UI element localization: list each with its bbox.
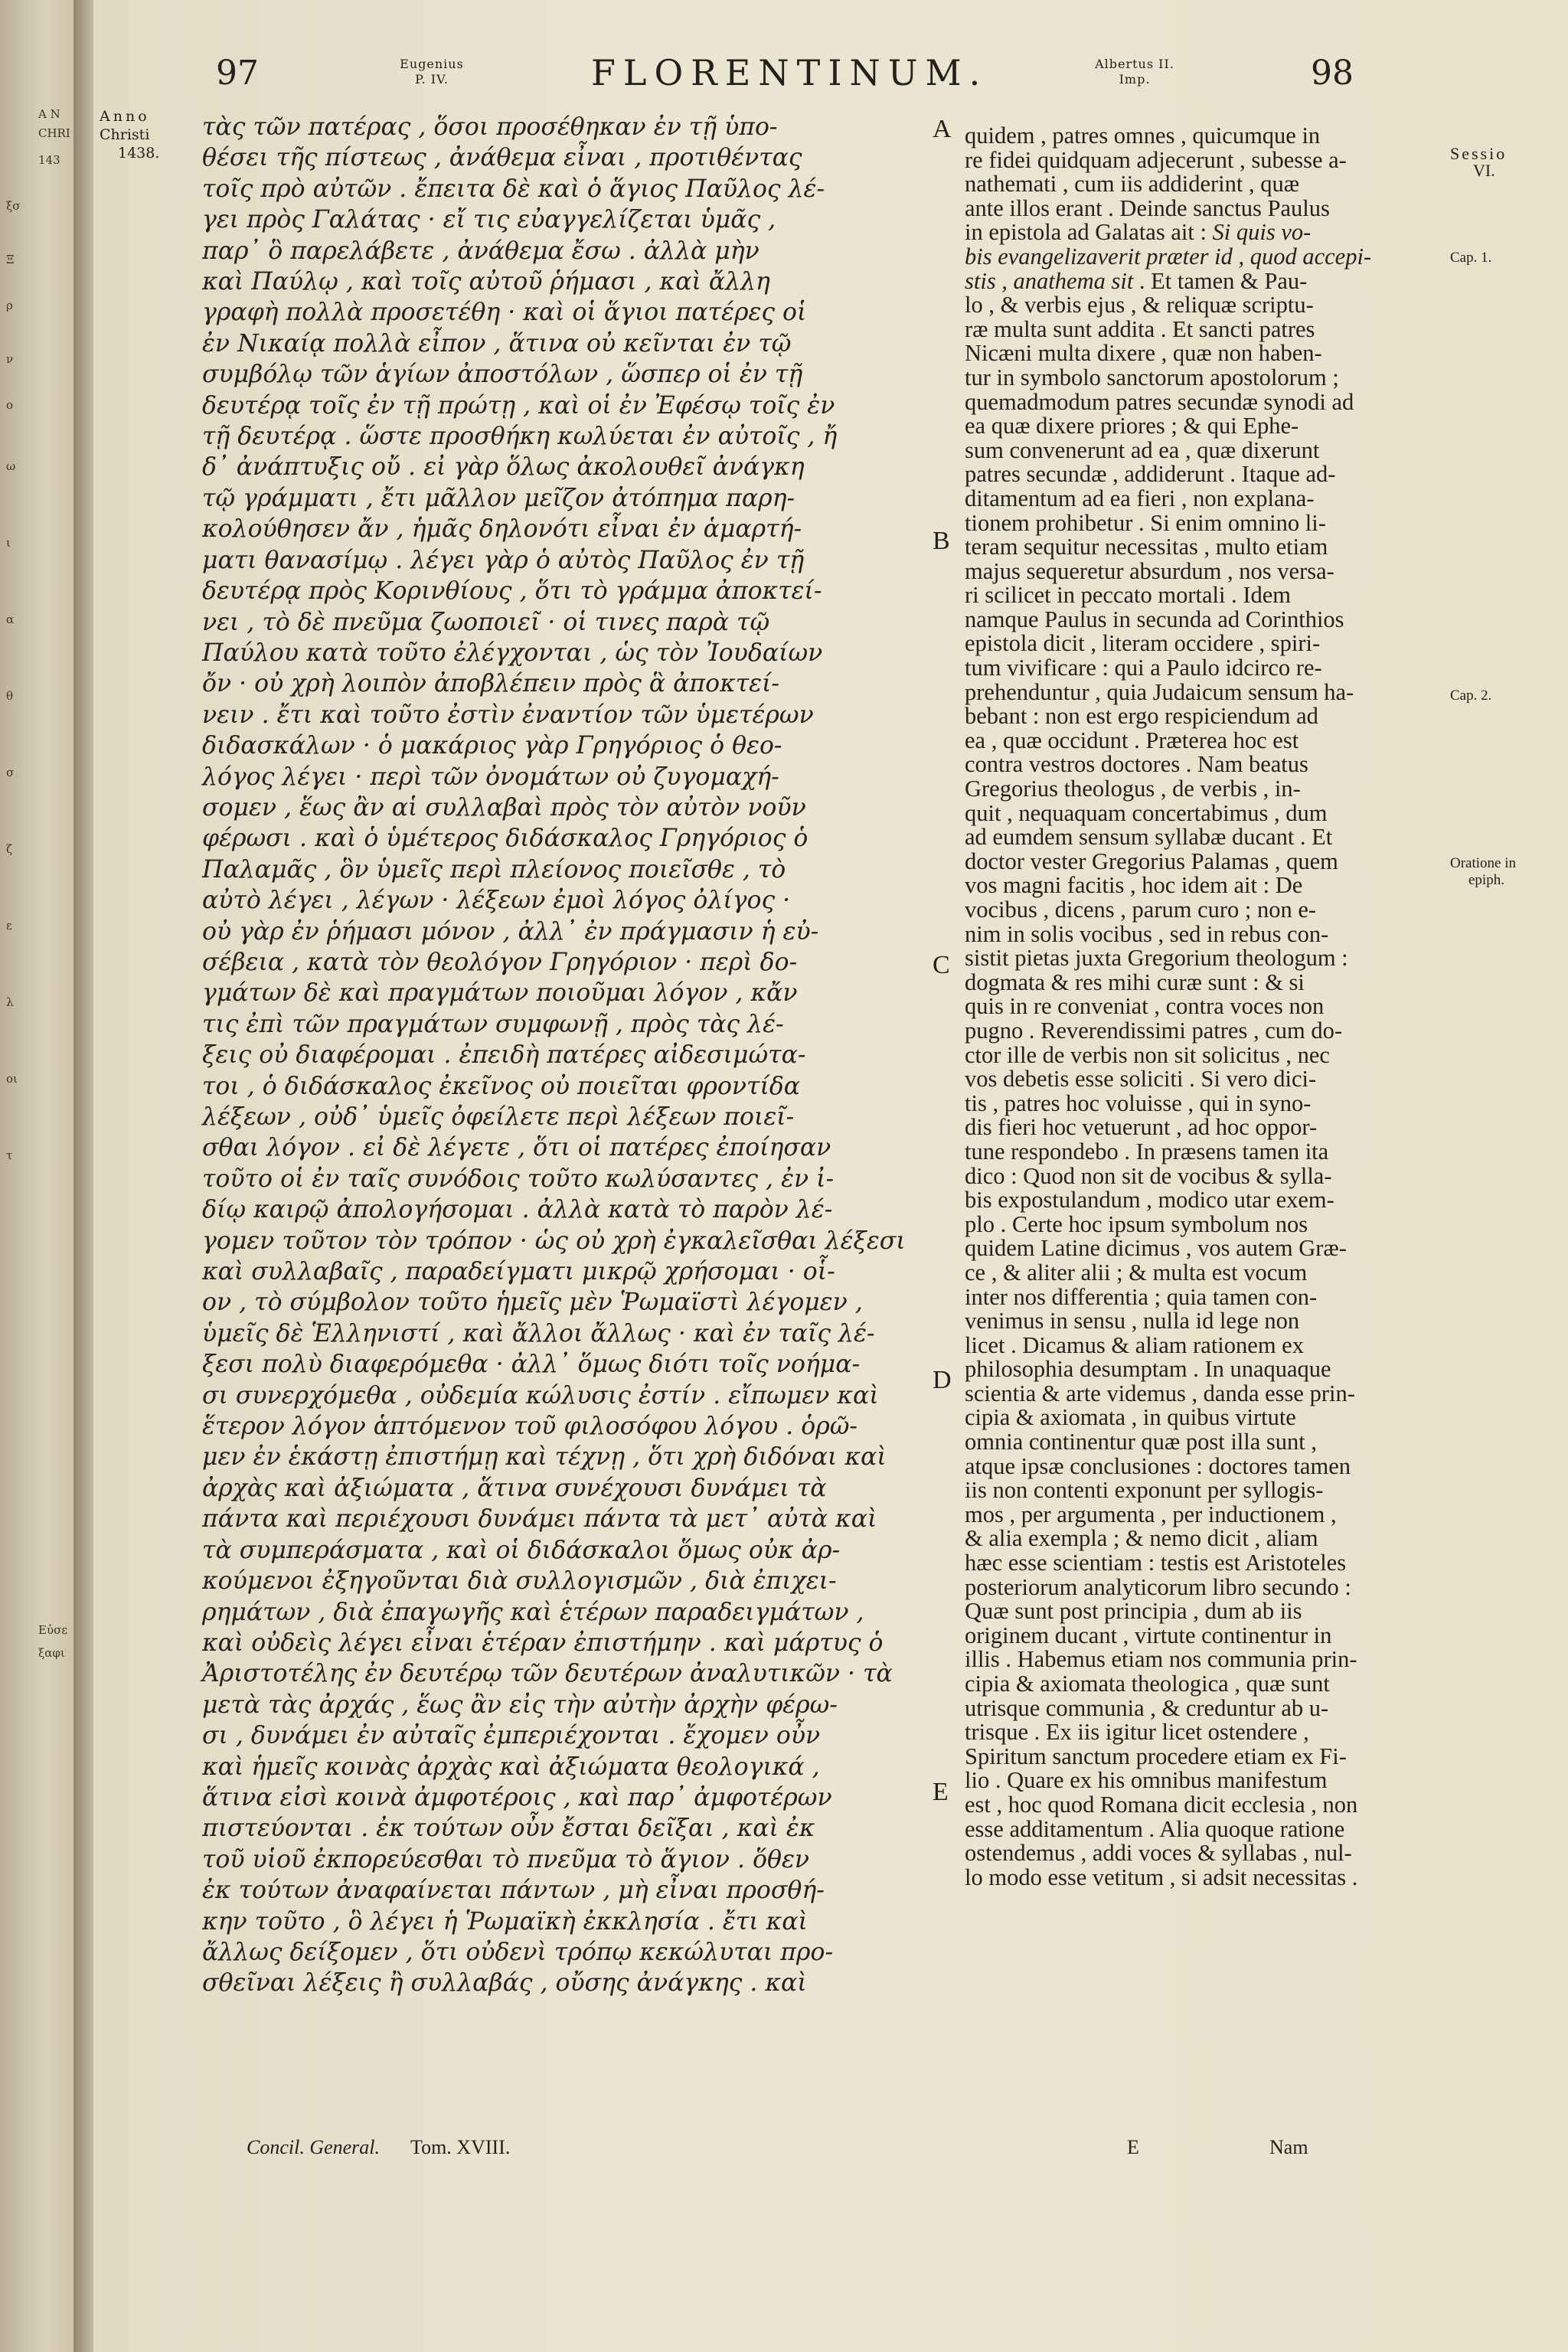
latin-roman-run: tis , patres hoc voluisse , qui in syno- [965, 1089, 1312, 1116]
greek-text-line: διδασκάλων · ὁ μακάριος γὰρ Γρηγόριος ὁ θεο- [202, 732, 782, 760]
book-page [93, 0, 1568, 2352]
greek-text-line: σι , δυνάμει ἐν αὐταῖς ἐμπεριέχονται . ἔχομεν οὖν [202, 1722, 821, 1750]
latin-roman-run: tionem prohibetur . Si enim omnino li- [965, 509, 1326, 536]
latin-text-line [965, 315, 1568, 342]
margin-year: 1438. [118, 145, 160, 162]
latin-text-line [965, 1866, 1568, 1890]
latin-text-line [965, 1309, 1568, 1334]
section-letter-e: E [933, 1778, 949, 1806]
greek-text-line: τοῖς πρὸ αὐτῶν . ἔπειτα δὲ καὶ ὁ ἅγιος Παῦλος λέ- [202, 175, 825, 203]
latin-text-line [965, 1769, 1568, 1793]
greek-text-line: καὶ ἡμεῖς κοινὰς ἀρχὰς καὶ ἀξιώματα θεολογικά , [202, 1753, 820, 1781]
greek-text-line: ὑμεῖς δὲ Ἑλληνιστί , καὶ ἄλλοι ἄλλως · καὶ ἐν ταῖς λέ- [202, 1319, 875, 1348]
latin-text-line [965, 656, 1568, 681]
margin-cap2: Cap. 2. [1450, 688, 1492, 704]
left-page-edge [0, 0, 74, 2352]
left-page-fragment: ξαφι [38, 1646, 65, 1660]
latin-roman-run: illis . Habemus etiam nos communia prin- [965, 1646, 1357, 1673]
latin-text-line [965, 777, 1568, 802]
latin-text-line [965, 341, 1568, 366]
latin-roman-run: iis non contenti exponunt per syllogis- [965, 1477, 1324, 1504]
left-page-fragment: ε [6, 919, 12, 933]
latin-text-line [965, 1841, 1568, 1866]
latin-roman-run: epistola dicit , literam occidere , spiri- [965, 630, 1321, 657]
latin-roman-run: & alia exempla ; & nemo dicit , aliam [965, 1525, 1318, 1552]
greek-text-line: οὐ γὰρ ἐν ῥήμασι μόνον , ἀλλ᾽ ἐν πράγμασιν ἡ εὐ- [202, 917, 819, 946]
latin-text-line [965, 1285, 1568, 1310]
left-page-fragment: Εὐσε [38, 1623, 68, 1637]
latin-roman-run: Quæ sunt post principia , dum ab iis [965, 1598, 1302, 1625]
latin-roman-run: omnia continentur quæ post illa sunt , [965, 1429, 1318, 1455]
greek-text-line: τις ἐπὶ τῶν πραγμάτων συμφωνῇ , πρὸς τὰς λέ- [202, 1010, 784, 1038]
greek-text-line: ξεσι πολὺ διαφερόμεθα · ἀλλ᾽ ὅμως διότι τοῖς νοήμα- [202, 1351, 861, 1379]
left-page-fragment: A N [38, 107, 60, 121]
latin-text-line [965, 172, 1568, 197]
latin-roman-run: re fidei quidquam adjecerunt , subesse a- [965, 146, 1347, 173]
latin-roman-run: posteriorum analyticorum libro secundo : [965, 1573, 1351, 1600]
latin-text-line [965, 1261, 1568, 1285]
greek-text-line: φέρωσι . καὶ ὁ ὑμέτερος διδάσκαλος Γρηγόριος ὁ [202, 825, 808, 853]
greek-text-line: συμβόλῳ τῶν ἁγίων ἀποστόλων , ὥσπερ οἱ ἐν τῇ [202, 361, 803, 389]
greek-text-line: τῷ γράμματι , ἔτι μᾶλλον μεῖζον ἀτόπημα παρη- [202, 484, 795, 512]
latin-roman-run: dis fieri hoc vetuerunt , ad hoc oppor- [965, 1114, 1318, 1141]
latin-text-line [965, 1162, 1568, 1189]
greek-text-line: καὶ οὐδεὶς λέγει εἶναι ἑτέραν ἐπιστήμην . καὶ μάρτυς ὁ [202, 1628, 884, 1657]
latin-roman-run: esse additamentum . Alia quoque ratione [965, 1815, 1345, 1842]
latin-roman-run: utrisque communia , & creduntur ab u- [965, 1694, 1329, 1721]
greek-text-line: ρημάτων , διὰ ἐπαγωγῆς καὶ ἑτέρων παραδειγμάτων , [202, 1598, 864, 1626]
latin-roman-run: scientia & arte videmus , danda esse prin- [965, 1380, 1355, 1406]
latin-text-line [965, 1694, 1568, 1721]
left-page-fragment: λ [6, 995, 14, 1009]
latin-roman-run: pugno . Reverendissimi patres , cum do- [965, 1017, 1342, 1044]
latin-text-line [965, 799, 1568, 826]
left-page-fragment: θ [6, 689, 14, 703]
latin-text-line [965, 1430, 1568, 1455]
greek-text-line: νειν . ἔτι καὶ τοῦτο ἐστὶν ἐναντίον τῶν ὑμετέρων [202, 701, 814, 729]
latin-roman-run: ad eumdem sensum syllabæ ducant . Et [965, 824, 1333, 851]
greek-text-line: θέσει τῆς πίστεως , ἀνάθεμα εἶναι , προτιθέντας [202, 144, 802, 172]
latin-roman-run: namque Paulus in secunda ad Corinthios [965, 606, 1344, 632]
latin-roman-run: ce , & aliter alii ; & multa est vocum [965, 1259, 1308, 1285]
running-head-emperor-title: Imp. [1119, 72, 1151, 87]
latin-text-line [965, 632, 1568, 656]
latin-text-line [965, 1210, 1568, 1237]
latin-roman-run: majus sequeretur absurdum , nos versa- [965, 557, 1334, 584]
section-letter-d: D [933, 1366, 952, 1394]
greek-text-line: σθαι λόγον . εἰ δὲ λέγετε , ὅτι οἱ πατέρες ἐποίησαν [202, 1134, 831, 1162]
latin-text-line [965, 511, 1568, 536]
latin-text-line [965, 583, 1568, 608]
book-gutter [74, 0, 93, 2352]
greek-text-line: τὰς τῶν πατέρας , ὅσοι προσέθηκαν ἐν τῇ ὑπο- [202, 113, 778, 141]
latin-roman-run: cipia & axiomata , in quibus virtute [965, 1404, 1296, 1431]
latin-roman-run: vocibus , dicens , parum curo ; non e- [965, 897, 1317, 923]
margin-christi: Christi [100, 126, 150, 143]
latin-italic-run: bis evangelizaverit præter id , quod accepi- [965, 243, 1372, 270]
latin-roman-run: licet . Dicamus & aliam rationem ex [965, 1331, 1304, 1358]
latin-text-line [965, 898, 1568, 923]
latin-text-line [965, 194, 1568, 221]
greek-text-line: ματι θανασίμῳ . λέγει γὰρ ὁ αὐτὸς Παῦλος ἐν τῇ [202, 546, 805, 574]
latin-text-line [965, 414, 1568, 439]
latin-roman-run: quidem , patres omnes , quicumque in [965, 122, 1321, 149]
latin-text-line [965, 557, 1568, 584]
latin-text-line [965, 487, 1568, 511]
margin-anno: Anno [100, 108, 150, 125]
latin-text-line [965, 1357, 1568, 1382]
running-head-pope-number: P. IV. [415, 72, 449, 87]
latin-italic-run: Si quis vo- [1212, 219, 1312, 246]
latin-text-line [965, 1406, 1568, 1430]
running-head-left [378, 57, 485, 87]
greek-text-line: καὶ συλλαβαῖς , παραδείγματι μικρῷ χρήσομαι · οἷ- [202, 1258, 835, 1286]
latin-roman-run: nathemati , cum iis addiderint , quæ [965, 171, 1300, 198]
latin-text-line [965, 1041, 1568, 1068]
left-page-fragment: οι [6, 1072, 18, 1086]
latin-roman-run: dico : Quod non sit de vocibus & sylla- [965, 1162, 1332, 1189]
latin-text-line [965, 1236, 1568, 1261]
latin-text-line [965, 1188, 1568, 1213]
left-page-fragment: ξσ [6, 199, 21, 213]
latin-roman-run: quidem Latine dicimus , vos autem Græ- [965, 1235, 1347, 1262]
greek-text-line: δίῳ καιρῷ ἀπολογήσομαι . ἀλλὰ κατὰ τὸ παρὸν λέ- [202, 1196, 833, 1224]
greek-text-line: ὄν · οὐ χρὴ λοιπὸν ἀποβλέπειν πρὸς ἃ ἀποκτεί- [202, 670, 780, 698]
latin-roman-run: bebant : non est ergo respiciendum ad [965, 703, 1318, 730]
greek-text-line: τοι , ὁ διδάσκαλος ἐκεῖνος οὐ ποιεῖται φροντίδα [202, 1072, 801, 1100]
section-letter-a: A [933, 115, 952, 143]
latin-text-line [965, 678, 1568, 705]
latin-roman-run: mos , per argumenta , per inductionem , [965, 1501, 1337, 1527]
page-number-left: 97 [216, 54, 259, 93]
latin-roman-run: vos debetis esse soliciti . Si vero dici- [965, 1066, 1317, 1093]
latin-roman-run: vos magni facitis , hoc idem ait : De [965, 872, 1303, 899]
latin-text-line [965, 245, 1568, 270]
latin-text-line [965, 1551, 1568, 1576]
running-head-pope: Eugenius [400, 57, 464, 71]
latin-text-line [965, 874, 1568, 898]
latin-text-line [965, 366, 1568, 390]
greek-text-line: ξεις οὐ διαφέρομαι . ἐπειδὴ πατέρες αἰδεσιμώτα- [202, 1041, 806, 1070]
latin-text-line [965, 704, 1568, 729]
running-head-right [1058, 57, 1211, 87]
greek-text-line: ἐκ τούτων ἀναφαίνεται πάντων , μὴ εἶναι προσθή- [202, 1877, 825, 1905]
left-page-fragment: CHRI [38, 126, 70, 140]
greek-text-line: δ᾽ ἀνάπτυξις οὔ . εἰ γὰρ ὅλως ἀκολουθεῖ ἀνάγκη [202, 453, 805, 482]
greek-text-line: Παύλου κατὰ τοῦτο ἐλέγχονται , ὡς τὸν Ἰουδαίων [202, 639, 823, 667]
greek-text-line: γραφὴ πολλὰ προσετέθη · καὶ οἱ ἅγιοι πατέρες οἱ [202, 299, 807, 327]
latin-roman-run: originem ducant , virtute continentur in [965, 1622, 1332, 1648]
latin-roman-run: Nicæni multa dixere , quæ non haben- [965, 340, 1322, 367]
latin-roman-run: venimus in sensu , nulla id lege non [965, 1308, 1300, 1334]
greek-text-line: ἀρχὰς καὶ ἀξιώματα , ἅτινα συνέχουσι δυνάμει τὰ [202, 1474, 827, 1502]
greek-text-line: τῇ δευτέρᾳ . ὥστε προσθήκη κωλύεται ἐν αὐτοῖς , ἤ [202, 423, 838, 451]
greek-text-line: λόγος λέγει · περὶ τῶν ὀνομάτων οὐ ζυγομαχή- [202, 763, 779, 791]
latin-roman-run: trisque . Ex iis igitur licet ostendere , [965, 1719, 1309, 1746]
greek-text-line: αὐτὸ λέγει , λέγων · λέξεων ἐμοὶ λόγος ὀλίγος · [202, 887, 791, 915]
left-page-fragment: τ [6, 1148, 13, 1162]
greek-column [202, 112, 906, 1999]
latin-text-line [965, 1503, 1568, 1527]
greek-text-line: καὶ Παύλῳ , καὶ τοῖς αὐτοῦ ῥήμασι , καὶ ἄλλη [202, 268, 770, 296]
greek-text-line: γομεν τοῦτον τὸν τρόπον · ὡς οὐ χρὴ ἐγκαλεῖσθαι λέξεσι [202, 1227, 906, 1255]
left-page-fragment: ο [6, 398, 14, 412]
latin-roman-run: ctor ille de verbis non sit solicitus , nec [965, 1041, 1330, 1068]
running-head-emperor: Albertus II. [1095, 57, 1174, 71]
latin-roman-run: ræ multa sunt addita . Et sancti patres [965, 315, 1315, 342]
latin-text-line [965, 1331, 1568, 1358]
latin-roman-run: nim in solis vocibus , sed in rebus con- [965, 920, 1329, 947]
greek-text-line: λέξεων , οὐδ᾽ ὑμεῖς ὀφείλετε περὶ λέξεων ποιεῖ- [202, 1103, 795, 1131]
latin-roman-run: hæc esse scientiam : testis est Aristoteles [965, 1550, 1347, 1576]
latin-text-line [965, 1745, 1568, 1769]
greek-text-line: ἄλλως δείξομεν , ὅτι οὐδενὶ τρόπῳ κεκώλυται προ- [202, 1938, 834, 1966]
greek-text-line: νει , τὸ δὲ πνεῦμα ζωοποιεῖ · οἱ τινες παρὰ τῷ [202, 608, 770, 636]
latin-text-line [965, 946, 1568, 971]
greek-text-line: σι συνερχόμεθα , οὐδεμία κώλυσις ἐστίν . εἴπωμεν καὶ [202, 1381, 879, 1410]
latin-roman-run: Gregorius theologus , de verbis , in- [965, 776, 1301, 802]
latin-text-line [965, 995, 1568, 1019]
latin-text-line [965, 535, 1568, 560]
latin-text-line [965, 1624, 1568, 1648]
latin-italic-run: stis , anathema sit [965, 267, 1134, 294]
latin-roman-run: est , hoc quod Romana dicit ecclesia , non [965, 1791, 1358, 1818]
greek-text-line: κολούθησεν ἄν , ἡμᾶς δηλονότι εἶναι ἐν ἁμαρτή- [202, 515, 802, 544]
left-page-fragment: Ξ [6, 253, 15, 266]
footer-catchword: Nam [1269, 2136, 1308, 2158]
latin-text-line [965, 608, 1568, 632]
latin-roman-run: philosophia desumptam . In unaquaque [965, 1356, 1331, 1383]
latin-text-line [965, 1140, 1568, 1165]
greek-text-line: γμάτων δὲ καὶ πραγμάτων ποιοῦμαι λόγον , κἄν [202, 979, 798, 1008]
latin-text-line [965, 1452, 1568, 1479]
latin-roman-run: contra vestros doctores . Nam beatus [965, 751, 1308, 778]
latin-text-line [965, 1793, 1568, 1818]
latin-roman-run: bis expostulandum , modico utar exem- [965, 1187, 1334, 1214]
greek-text-line: σθεῖναι λέξεις ἢ συλλαβάς , οὔσης ἀνάγκης . καὶ [202, 1969, 807, 1998]
greek-text-line: δευτέρᾳ τοῖς ἐν τῇ πρώτῃ , καὶ οἱ ἐν Ἐφέσῳ τοῖς ἐν [202, 391, 835, 420]
latin-text-line [965, 1573, 1568, 1600]
latin-text-line [965, 293, 1568, 318]
latin-text-line [965, 825, 1568, 850]
latin-roman-run: ea , quæ occidunt . Præterea hoc est [965, 727, 1299, 753]
latin-roman-run: ante illos erant . Deinde sanctus Paulus [965, 194, 1330, 221]
greek-text-line: κούμενοι ἐξηγοῦνται διὰ συλλογισμῶν , διὰ ἐπιχει- [202, 1567, 837, 1596]
greek-text-line: Παλαμᾶς , ὃν ὑμεῖς περὶ πλείονος ποιεῖσθε , τὸ [202, 855, 786, 884]
latin-text-line [965, 267, 1568, 294]
latin-roman-run: ri scilicet in peccato mortali . Idem [965, 582, 1291, 609]
latin-text-line [965, 753, 1568, 777]
greek-text-line: ἐν Νικαίᾳ πολλὰ εἶπον , ἅτινα οὐ κεῖνται ἐν τῷ [202, 329, 792, 358]
greek-text-line: πάντα καὶ περιέχουσι δυνάμει πάντα τὰ μετ᾽ αὐτὰ καὶ [202, 1505, 877, 1534]
latin-text-line [965, 1478, 1568, 1503]
latin-roman-run: patres secundæ , addiderunt . Itaque ad- [965, 461, 1336, 488]
latin-roman-run: inter nos differentia ; quia tamen con- [965, 1283, 1318, 1310]
greek-text-line: γει πρὸς Γαλάτας · εἴ τις εὐαγγελίζεται ὑμᾶς , [202, 206, 776, 234]
greek-text-line: παρ᾽ ὃ παρελάβετε , ἀνάθεμα ἔσω . ἀλλὰ μὴν [202, 237, 760, 265]
latin-roman-run: tune respondebo . In præsens tamen ita [965, 1138, 1329, 1165]
latin-text-line [965, 462, 1568, 487]
greek-text-line: μεν ἐν ἑκάστῃ ἐπιστήμῃ καὶ τέχνῃ , ὅτι χρὴ διδόναι καὶ [202, 1443, 887, 1472]
latin-roman-run: ea quæ dixere priores ; & qui Ephe- [965, 413, 1299, 439]
latin-roman-run: ostendemus , addi voces & syllabas , nul- [965, 1840, 1352, 1867]
margin-epiph: epiph. [1468, 872, 1504, 888]
latin-text-line [965, 850, 1568, 874]
greek-text-line: Ἀριστοτέλης ἐν δευτέρῳ τῶν δευτέρων ἀναλυτικῶν · τὰ [202, 1660, 893, 1688]
greek-text-line: σομεν , ἕως ἂν αἱ συλλαβαὶ πρὸς τὸν αὐτὸν νοῦν [202, 793, 806, 822]
latin-text-line [965, 1720, 1568, 1745]
latin-text-line [965, 1672, 1568, 1697]
latin-text-line [965, 1599, 1568, 1624]
margin-sessio: Sessio [1450, 144, 1508, 163]
greek-text-line: τοῦ υἱοῦ ἐκπορεύεσθαι τὸ πνεῦμα τὸ ἅγιον . ὅθεν [202, 1845, 810, 1873]
left-page-fragment: ν [6, 352, 14, 366]
greek-text-line: μετὰ τὰς ἀρχάς , ἕως ἂν εἰς τὴν αὐτὴν ἀρχὴν φέρω- [202, 1690, 838, 1719]
latin-roman-run: dogmata & res mihi curæ sunt : & si [965, 969, 1305, 995]
section-letter-c: C [933, 951, 950, 979]
left-page-fragment: α [6, 612, 15, 626]
margin-cap1: Cap. 1. [1450, 250, 1492, 266]
latin-text-line [965, 920, 1568, 947]
latin-text-line [965, 1089, 1568, 1116]
footer-collection: Concil. General. [247, 2136, 381, 2158]
latin-text-line [965, 1382, 1568, 1406]
latin-roman-run: ditamentum ad ea fieri , non explana- [965, 485, 1315, 511]
latin-text-line [965, 1527, 1568, 1551]
margin-oratione: Oratione in [1450, 855, 1517, 871]
latin-roman-run: teram sequitur necessitas , multo etiam [965, 534, 1328, 560]
greek-text-line: δευτέρᾳ πρὸς Κορινθίους , ὅτι τὸ γράμμα ἀποκτεί- [202, 577, 822, 606]
left-page-fragment: ζ [6, 842, 13, 856]
latin-roman-run: lio . Quare ex his omnibus manifestum [965, 1767, 1328, 1794]
latin-roman-run: prehenduntur , quia Judaicum sensum ha- [965, 678, 1354, 705]
page-title: FLORENTINUM. [591, 52, 988, 93]
margin-sessio-number: VI. [1473, 161, 1495, 180]
latin-roman-run: doctor vester Gregorius Palamas , quem [965, 848, 1338, 874]
latin-text-line [965, 124, 1568, 149]
left-page-fragment: ρ [6, 299, 13, 312]
page-number-right: 98 [1311, 54, 1354, 93]
left-page-fragment: ι [6, 536, 11, 550]
latin-text-line [965, 390, 1568, 415]
latin-roman-run: tur in symbolo sanctorum apostolorum ; [965, 364, 1339, 390]
latin-roman-run: plo . Certe hoc ipsum symbolum nos [965, 1210, 1308, 1237]
latin-text-line [965, 1815, 1568, 1842]
latin-text-line [965, 971, 1568, 995]
latin-roman-run: atque ipsæ conclusiones : doctores tamen [965, 1452, 1351, 1479]
footer-signature: E [1127, 2136, 1139, 2158]
greek-text-line: κην τοῦτο , ὃ λέγει ἡ Ῥωμαϊκὴ ἐκκλησία . ἔτι καὶ [202, 1907, 808, 1936]
footer-volume: Tom. XVIII. [410, 2136, 511, 2158]
latin-roman-run: in epistola ad Galatas ait : [965, 219, 1213, 246]
greek-text-line: τὰ συμπεράσματα , καὶ οἱ διδάσκαλοι ὅμως οὐκ ἀρ- [202, 1536, 841, 1564]
left-page-fragment: σ [6, 766, 15, 779]
latin-roman-run: cipia & axiomata theologica , quæ sunt [965, 1671, 1330, 1697]
greek-text-line: ἅτινα εἰσὶ κοινὰ ἀμφοτέροις , καὶ παρ᾽ ἀμφοτέρων [202, 1783, 832, 1811]
latin-text-line [965, 729, 1568, 753]
latin-roman-run: sum convenerunt ad ea , quæ dixerunt [965, 436, 1320, 463]
latin-text-line [965, 1067, 1568, 1092]
greek-text-line: ἕτερον λόγον ἁπτόμενον τοῦ φιλοσόφου λόγου . ὁρῶ- [202, 1413, 858, 1441]
left-page-fragment: 143 [38, 153, 60, 167]
latin-column [965, 124, 1568, 1890]
latin-text-line [965, 436, 1568, 463]
left-page-fragment: ω [6, 459, 16, 473]
greek-text-line: πιστεύονται . ἐκ τούτων οὖν ἔσται δεῖξαι , καὶ ἐκ [202, 1815, 815, 1843]
greek-text-line: σέβεια , κατὰ τὸν θεολόγον Γρηγόριον · περὶ δο- [202, 948, 798, 976]
section-letter-b: B [933, 527, 950, 555]
greek-text-line: τοῦτο οἱ ἐν ταῖς συνόδοις τοῦτο κωλύσαντες , ἐν ἰ- [202, 1165, 835, 1193]
latin-roman-run: quit , nequaquam concertabimus , dum [965, 799, 1328, 826]
latin-roman-run: quemadmodum patres secundæ synodi ad [965, 388, 1354, 415]
latin-roman-run: sistit pietas juxta Gregorium theologum : [965, 945, 1348, 972]
latin-roman-run: . Et tamen & Pau- [1133, 267, 1308, 294]
latin-text-line [965, 1019, 1568, 1044]
latin-text-line [965, 1648, 1568, 1672]
latin-text-line [965, 146, 1568, 173]
margin-year-note [100, 107, 159, 162]
greek-text-line: ον , τὸ σύμβολον τοῦτο ἡμεῖς μὲν Ῥωμαϊστὶ λέγομεν , [202, 1289, 863, 1317]
latin-roman-run: tum vivificare : qui a Paulo idcirco re- [965, 655, 1322, 681]
latin-roman-run: lo modo esse vetitum , si adsit necessitas . [965, 1864, 1358, 1890]
latin-text-line [965, 1116, 1568, 1140]
latin-roman-run: quis in re conveniat , contra voces non [965, 993, 1325, 1020]
latin-roman-run: Spiritum sanctum procedere etiam ex Fi- [965, 1743, 1347, 1769]
latin-text-line [965, 220, 1568, 245]
latin-roman-run: lo , & verbis ejus , & reliquæ scriptu- [965, 292, 1314, 318]
